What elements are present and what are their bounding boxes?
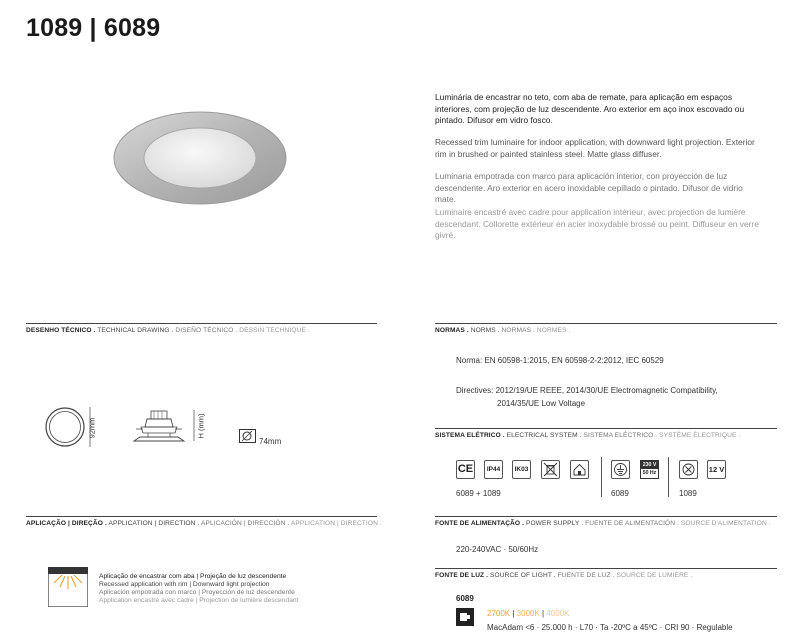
cutout-dimension: 74mm bbox=[259, 437, 282, 446]
divider bbox=[668, 457, 669, 497]
ik-rating-badge: IK03 bbox=[512, 460, 531, 479]
indoor-use-icon bbox=[570, 460, 589, 479]
weee-bin-icon bbox=[541, 460, 560, 479]
downlight-application-icon bbox=[48, 567, 88, 607]
voltage-badge: 230 V 50 Hz bbox=[640, 460, 659, 479]
description-es: Luminaria empotrada con marco para aplicación interior, con proyección de luz descendente. Aro exterior en acero inoxidable cepillado o pintado. Difusor de vidrio mate. bbox=[435, 171, 743, 204]
description-en: Recessed trim luminaire for indoor application, with downward light projection. Exterior rim in brushed or painted stainless steel. Matte glass diffuser. bbox=[435, 137, 755, 159]
directives-row-2: 2014/35/UE Low Voltage bbox=[497, 399, 586, 408]
cct-options: 2700K | 3000K | 4000K bbox=[487, 609, 570, 618]
norma-row: Norma: EN 60598-1:2015, EN 60598-2-2:2012, IEC 60529 bbox=[456, 356, 664, 365]
12v-badge: 12 V bbox=[707, 460, 726, 479]
electrical-group-label: 6089 + 1089 bbox=[456, 489, 501, 498]
light-source-specs: MacAdam <6 · 25.000 h · L70 · Ta -20ºC a 45ºC · CRI 90 · Regulable bbox=[487, 623, 733, 632]
power-supply-value: 220-240VAC · 50/60Hz bbox=[456, 545, 539, 554]
cutout-icon bbox=[239, 429, 256, 443]
section-heading-electrical: SISTEMA ELÉTRICO . ELECTRICAL SYSTEM . SISTEMA ELÉCTRICO . SYSTÈME ÉLECTRIQUE . bbox=[435, 432, 741, 439]
divider bbox=[435, 323, 777, 324]
light-source-model: 6089 bbox=[456, 594, 474, 603]
diameter-dimension: 92mm bbox=[87, 417, 97, 439]
divider bbox=[435, 568, 777, 569]
page-title: 1089 | 6089 bbox=[26, 14, 161, 42]
description-fr: Luminaire encastré avec cadre pour application intérieur, avec projection de lumière descendant. Collorette extérieur en acier inoxydable brossé ou peint. Diffuseur en verre givré. bbox=[435, 207, 759, 240]
ce-mark-icon: CE bbox=[456, 460, 475, 479]
height-dimension: H (mm) bbox=[196, 413, 206, 439]
application-text-en: Recessed application with rim | Downward light projection bbox=[99, 581, 270, 588]
led-module-icon bbox=[456, 608, 474, 626]
divider bbox=[435, 516, 777, 517]
ip-rating-badge: IP44 bbox=[484, 460, 503, 479]
application-text-fr: Application encastré avec cadre | Projection de lumière descendant bbox=[99, 597, 299, 604]
electrical-group-label: 6089 bbox=[611, 489, 629, 498]
electrical-group-label: 1089 bbox=[679, 489, 697, 498]
section-heading-norms: NORMAS . NORMS . NORMAS . NORMES . bbox=[435, 327, 571, 334]
section-heading-technical-drawing: DESENHO TÉCNICO . TECHNICAL DRAWING . DISEÑO TÉCNICO . DESSIN TECHNIQUE . bbox=[26, 327, 310, 334]
application-text-es: Aplicación empotrada con marco | Proyección de luz descendente bbox=[99, 589, 295, 596]
section-heading-power-supply: FONTE DE ALIMENTAÇÃO . POWER SUPPLY . FUENTE DE ALIMENTACIÓN . SOURCE D'ALIMENTATION . bbox=[435, 520, 771, 527]
ground-symbol-icon bbox=[611, 460, 630, 479]
application-text-pt: Aplicação de encastrar com aba | Projeção de luz descendente bbox=[99, 573, 287, 580]
technical-drawing bbox=[44, 405, 244, 451]
divider bbox=[26, 323, 377, 324]
section-heading-light-source: FONTE DE LUZ . SOURCE OF LIGHT . FUENTE DE LUZ . SOURCE DE LUMIÈRE . bbox=[435, 572, 693, 579]
divider bbox=[601, 457, 602, 497]
product-image bbox=[112, 108, 292, 208]
divider bbox=[26, 516, 377, 517]
description-pt: Luminária de encastrar no teto, com aba de remate, para aplicação em espaços interiores, com projeção de luz descendente. Aro exterior em aço inox escovado ou pintado. Difusor em vidro fosco. bbox=[435, 92, 745, 125]
directives-row: Directives: 2012/19/UE REEE, 2014/30/UE Electromagnetic Compatibility, bbox=[456, 386, 718, 395]
driver-symbol-icon bbox=[679, 460, 698, 479]
section-heading-application: APLICAÇÃO | DIREÇÃO . APPLICATION | DIRECTION . APLICACIÓN | DIRECCIÓN . APPLICATION | DIRECTION . bbox=[26, 520, 382, 527]
divider bbox=[435, 428, 777, 429]
